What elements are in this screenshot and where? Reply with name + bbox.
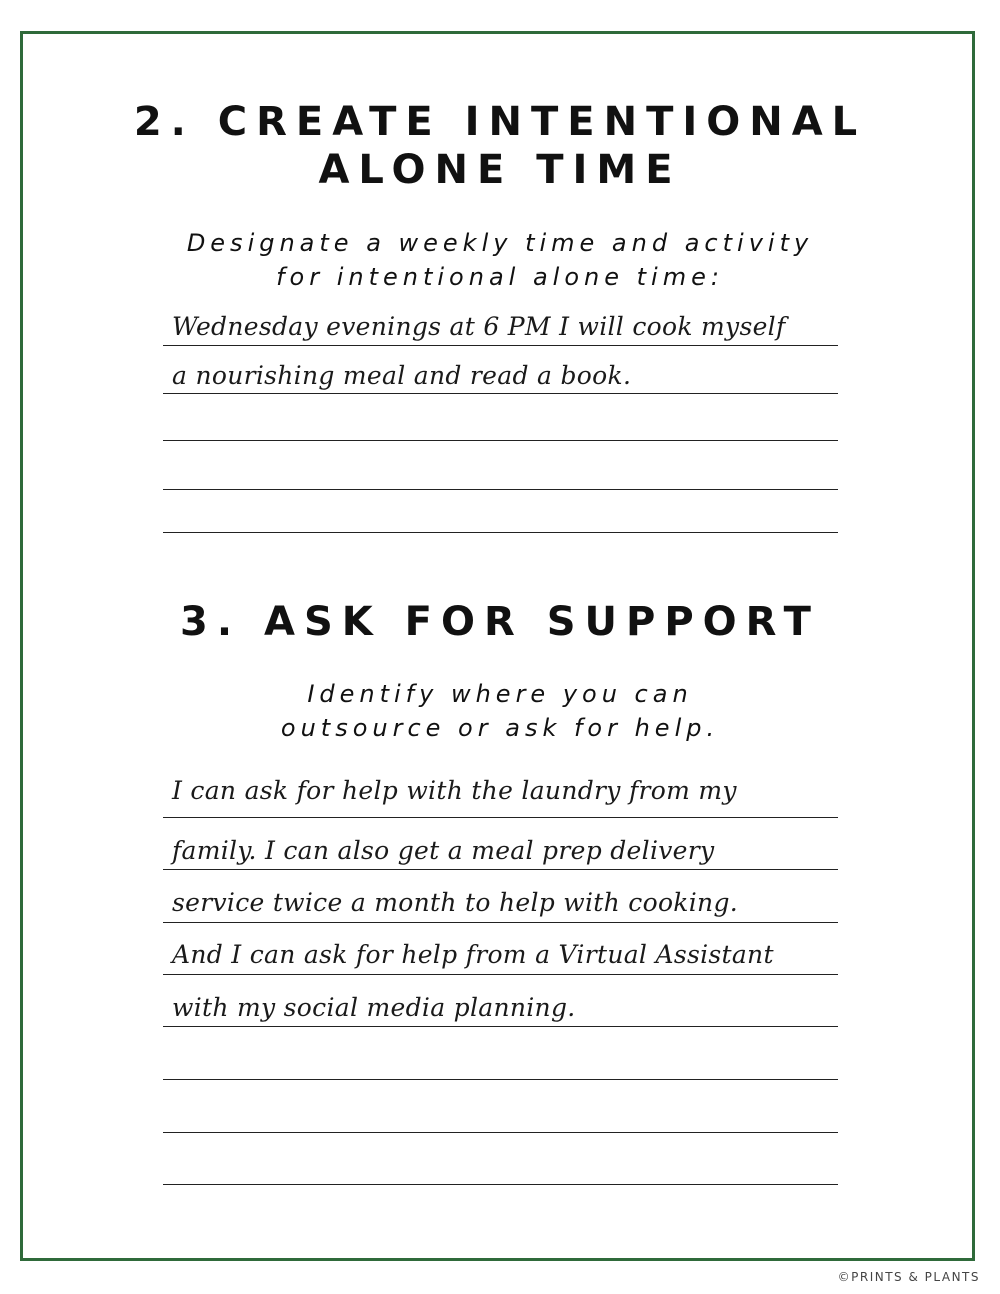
section-two-heading [60,98,940,194]
writing-line [163,1184,838,1185]
writing-line [163,1026,838,1027]
writing-line [163,1079,838,1080]
writing-line [163,440,838,441]
writing-line [163,532,838,533]
section-three-answer-line-5: with my social media planning. [172,993,576,1022]
section-two-heading-line1: 2. CREATE INTENTIONAL [133,99,867,145]
section-two-answer-line-1: Wednesday evenings at 6 PM I will cook myself [172,312,786,341]
page-frame [20,31,975,1261]
section-two-prompt [60,226,940,294]
copyright-footer: ©PRINTS & PLANTS [837,1270,980,1284]
writing-line [163,869,838,870]
section-three-answer-line-4: And I can ask for help from a Virtual Assistant [172,940,774,969]
writing-line [163,817,838,818]
section-three-prompt-line2: outsource or ask for help. [280,714,720,742]
section-three-answer-line-2: family. I can also get a meal prep delivery [172,836,715,865]
writing-line [163,393,838,394]
writing-line [163,345,838,346]
section-three-answer-line-3: service twice a month to help with cooking. [172,888,739,917]
section-three-answer-line-1: I can ask for help with the laundry from my [172,776,737,805]
section-three-heading [60,598,940,646]
section-three-prompt-line1: Identify where you can [307,680,693,708]
writing-line [163,1132,838,1133]
section-two-prompt-line1: Designate a weekly time and activity [186,229,814,257]
writing-line [163,489,838,490]
writing-line [163,922,838,923]
section-two-heading-line2: ALONE TIME [318,147,682,193]
section-three-heading-text: 3. ASK FOR SUPPORT [180,599,820,645]
section-two-answer-line-2: a nourishing meal and read a book. [172,361,632,390]
section-two-prompt-line2: for intentional alone time: [276,263,724,291]
writing-line [163,974,838,975]
section-three-prompt [60,677,940,745]
